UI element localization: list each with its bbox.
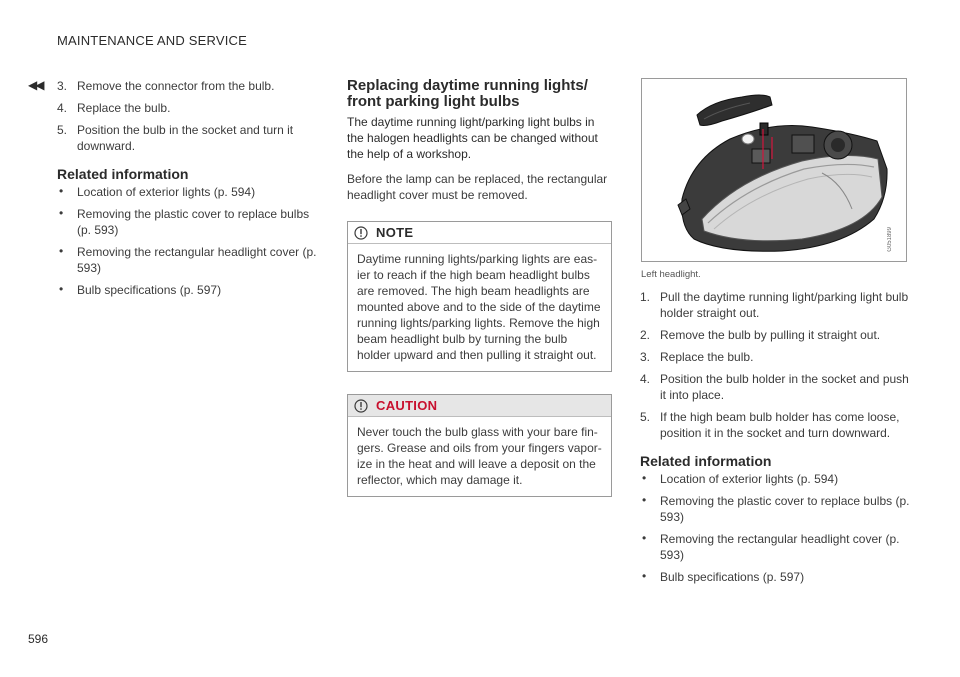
related-links <box>640 471 910 585</box>
section-body: Before the lamp can be replaced, the rectangular headlight cover must be removed. <box>347 172 608 202</box>
back-arrows-icon[interactable]: ◀◀ <box>28 78 43 92</box>
note-title: NOTE <box>376 224 414 240</box>
list-item: 5. Position the bulb in the socket and turn it downward. <box>57 123 294 153</box>
figure-code: G051899 <box>887 227 893 252</box>
caution-box <box>347 394 612 497</box>
list-item: 5. If the high beam bulb holder has come loose, position it in the socket and turn downward. <box>640 410 900 440</box>
caution-text: Never touch the bulb glass with your bare fin- gers. Grease and oils from your fingers vapor- ize in the heat and will leave a deposit on the reflector, which may damage it. <box>357 425 602 487</box>
page-number: 596 <box>28 632 49 646</box>
headlight-illustration <box>641 78 907 262</box>
related-link[interactable]: • Location of exterior lights (p. 594) <box>59 184 256 199</box>
list-item: 3. Remove the connector from the bulb. <box>57 79 275 93</box>
list-item: 4. Replace the bulb. <box>57 101 171 115</box>
warning-circle-icon <box>354 399 368 413</box>
related-link[interactable]: • Removing the rectangular headlight cover (p. 593) <box>59 244 317 275</box>
note-box <box>347 221 612 372</box>
related-information-heading: Related information <box>640 453 772 469</box>
related-link[interactable]: • Location of exterior lights (p. 594) <box>642 471 839 486</box>
steps-list-continued <box>57 78 322 154</box>
list-item: 4. Position the bulb holder in the socket and push it into place. <box>640 372 909 402</box>
list-item: 3. Replace the bulb. <box>640 350 754 364</box>
info-circle-icon <box>354 226 368 240</box>
column-middle <box>347 78 612 519</box>
related-information-heading: Related information <box>57 166 189 182</box>
section-title: Replacing daytime running lights/ front parking light bulbs <box>347 77 588 110</box>
related-link[interactable]: • Removing the plastic cover to replace bulbs (p. 593) <box>59 206 310 237</box>
steps-list <box>640 289 910 441</box>
related-link[interactable]: • Removing the rectangular headlight cover (p. 593) <box>642 531 900 562</box>
list-item: 2. Remove the bulb by pulling it straight out. <box>640 328 881 342</box>
related-link[interactable]: • Bulb specifications (p. 597) <box>59 282 222 297</box>
related-link[interactable]: • Bulb specifications (p. 597) <box>642 569 805 584</box>
related-link[interactable]: • Removing the plastic cover to replace bulbs (p. 593) <box>642 493 910 524</box>
list-item: 1. Pull the daytime running light/parking light bulb holder straight out. <box>640 290 909 320</box>
note-text: Daytime running lights/parking lights are eas- ier to reach if the high beam headlight bulbs are removed. The high beam headlights are mounted above and to the side of the daytime running lights/parking lights. Remove the high beam headlight bulb by turning the bulb holder upward and then pulling it straight out. <box>357 252 601 362</box>
column-right <box>640 78 910 591</box>
related-links <box>57 184 322 298</box>
caution-title: CAUTION <box>376 397 438 413</box>
figure-caption: Left headlight. <box>641 269 701 280</box>
section-intro: The daytime running light/parking light bulbs in the halogen headlights can be changed without the help of a workshop. <box>347 115 598 161</box>
column-left <box>57 78 322 304</box>
headlight-drawing <box>642 79 908 263</box>
page-header: MAINTENANCE AND SERVICE <box>57 33 248 48</box>
